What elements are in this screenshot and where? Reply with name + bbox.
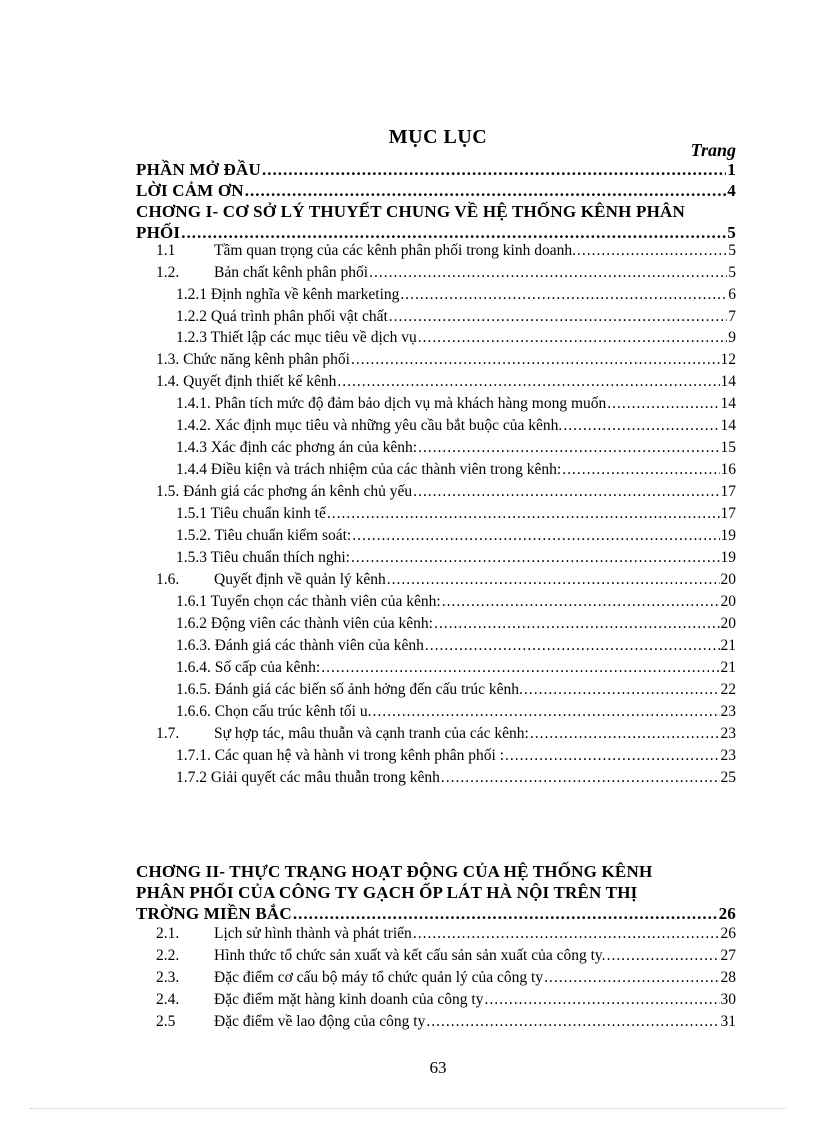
toc-entry: 1.6.6. Chọn cấu trúc kênh tối u. ..... 23 — [176, 703, 736, 721]
toc-entry: 1.5.2. Tiêu chuẩn kiểm soát: ..... 19 — [176, 527, 736, 545]
toc-entry: 2.2. Hình thức tổ chức sản xuất và kết cấu sản sản xuất của công ty. ..... 27 — [156, 947, 736, 965]
toc-entry: 1.4.3 Xác định các phơng án của kênh: ..... 15 — [176, 439, 736, 457]
toc-entry: 1.2. Bản chất kênh phân phối ..... 5 — [156, 264, 736, 282]
page-bottom-divider — [30, 1108, 786, 1109]
page-column-label: Trang — [690, 140, 736, 160]
toc-entry: 2.1. Lịch sử hình thành và phát triển ..... 26 — [156, 925, 736, 943]
toc-entry: 1.2.3 Thiết lập các mục tiêu về dịch vụ ..... 9 — [176, 329, 736, 347]
toc-entry: 1.5.3 Tiêu chuẩn thích nghi: ..... 19 — [176, 549, 736, 567]
toc-entry: TRỜNG MIỀN BẮC ..... 26 — [136, 904, 736, 924]
toc-entry: 1.7. Sự hợp tác, mâu thuẫn và cạnh tranh của các kênh: ..... 23 — [156, 725, 736, 743]
toc-entry: 1.6.5. Đánh giá các biến số ảnh hởng đến cấu trúc kênh. ..... 22 — [176, 681, 736, 699]
toc-entry: PHẦN MỞ ĐẦU ..... 1 — [136, 160, 736, 180]
toc-entry: 1.5. Đánh giá các phơng án kênh chủ yếu ..... 17 — [156, 483, 736, 501]
chapter-heading: CHƠNG I- CƠ SỞ LÝ THUYẾT CHUNG VỀ HỆ THỐNG KÊNH PHÂN — [136, 202, 685, 221]
toc-entry: 2.4. Đặc điểm mặt hàng kinh doanh của công ty ..... 30 — [156, 991, 736, 1009]
toc-entry: 1.7.1. Các quan hệ và hành vi trong kênh phân phối : ..... 23 — [176, 747, 736, 765]
chapter-heading: CHƠNG II- THỰC TRẠNG HOẠT ĐỘNG CỦA HỆ THỐNG KÊNH — [136, 862, 653, 881]
toc-entry: 1.6. Quyết định về quản lý kênh ..... 20 — [156, 571, 736, 589]
toc-entry: 1.1 Tầm quan trọng của các kênh phân phối trong kinh doanh. ..... 5 — [156, 242, 736, 260]
chapter-heading: PHÂN PHỐI CỦA CÔNG TY GẠCH ỐP LÁT HÀ NỘI TRÊN THỊ — [136, 883, 638, 902]
toc-entry: 1.6.1 Tuyển chọn các thành viên của kênh: ..... 20 — [176, 593, 736, 611]
toc-entry: 1.4.4 Điều kiện và trách nhiệm của các thành viên trong kênh: ..... 16 — [176, 461, 736, 479]
toc-entry: 1.5.1 Tiêu chuẩn kinh tế ..... 17 — [176, 505, 736, 523]
toc-entry: 1.7.2 Giải quyết các mâu thuẫn trong kênh ..... 25 — [176, 769, 736, 787]
toc-entry: 2.5 Đặc điểm về lao động của công ty ..... 31 — [156, 1013, 736, 1031]
toc-entry: 1.4.1. Phân tích mức độ đảm bảo dịch vụ mà khách hàng mong muốn ..... 14 — [176, 395, 736, 413]
toc-entry: PHỐI ..... 5 — [136, 223, 736, 243]
toc-entry: 1.6.3. Đánh giá các thành viên của kênh ..... 21 — [176, 637, 736, 655]
page-number: 63 — [429, 1058, 447, 1077]
toc-entry: 1.6.2 Động viên các thành viên của kênh: ..... 20 — [176, 615, 736, 633]
toc-entry: 1.6.4. Số cấp của kênh: ..... 21 — [176, 659, 736, 677]
toc-entry: 1.4. Quyết định thiết kế kênh ..... 14 — [156, 373, 736, 391]
page-title: MỤC LỤC — [388, 126, 488, 148]
toc-entry: 1.3. Chức năng kênh phân phối ..... 12 — [156, 351, 736, 369]
toc-entry: LỜI CẢM ƠN ..... 4 — [136, 181, 736, 201]
toc-entry: 1.2.2 Quá trình phân phối vật chất ..... 7 — [176, 308, 736, 326]
toc-entry: 2.3. Đặc điểm cơ cấu bộ máy tổ chức quản lý của công ty ..... 28 — [156, 969, 736, 987]
toc-entry: 1.2.1 Định nghĩa về kênh marketing ..... 6 — [176, 286, 736, 304]
toc-entry: 1.4.2. Xác định mục tiêu và những yêu cầu bắt buộc của kênh. ..... 14 — [176, 417, 736, 435]
